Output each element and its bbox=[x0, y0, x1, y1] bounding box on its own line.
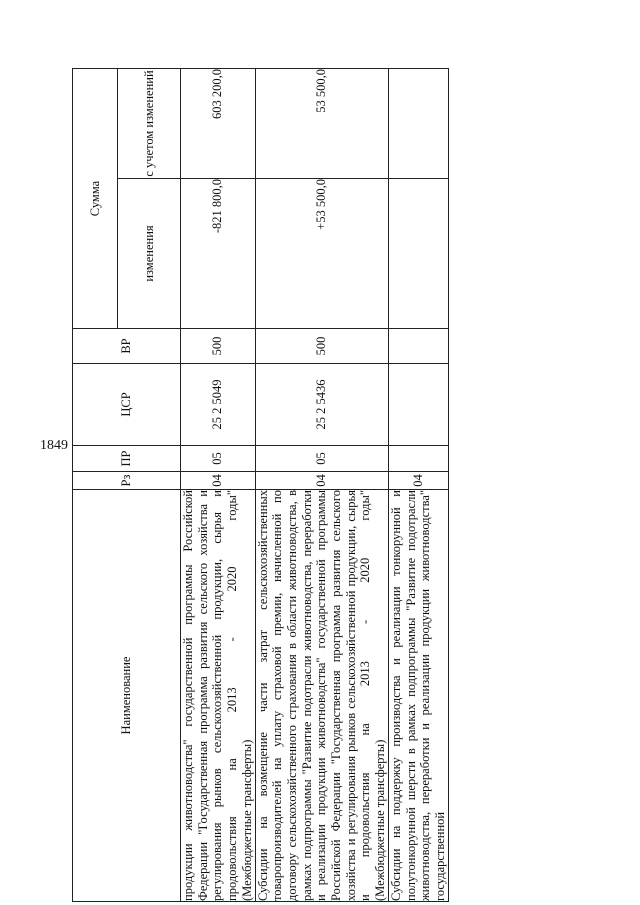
table-row bbox=[388, 69, 448, 902]
row-total bbox=[388, 69, 448, 179]
header-changes: изменения bbox=[118, 179, 181, 329]
header-rz: Рз bbox=[73, 472, 181, 490]
row-vr: 500 bbox=[181, 329, 256, 364]
header-sum: Сумма bbox=[73, 69, 118, 329]
row-csr: 25 2 5049 bbox=[181, 364, 256, 446]
header-with-changes: с учетом изменений bbox=[118, 69, 181, 179]
row-csr: 25 2 5436 bbox=[255, 364, 388, 446]
row-change bbox=[388, 179, 448, 329]
row-pr: 05 bbox=[255, 446, 388, 472]
row-name-note: (Межбюджетные трансферты) bbox=[239, 739, 254, 901]
row-rz: 04 bbox=[255, 472, 388, 490]
table-row bbox=[181, 69, 256, 902]
row-rz: 04 bbox=[181, 472, 256, 490]
header-name: Наименование bbox=[73, 490, 181, 902]
table-row bbox=[255, 69, 388, 902]
row-name-note: (Межбюджетные трансферты) bbox=[373, 739, 388, 901]
row-name bbox=[181, 490, 256, 902]
row-name-text: Субсидии на возмещение части затрат сельскохозяйственных товаропроизводителей на уплату страховой премии, начисленной по договору сельскохозяйственного страхования в области животноводства, в рамках подпрограммы "Развитие подотрасли животноводства, переработки и реализации продукции животноводства" государственной программы Российской Федерации "Государственная программа развития сельского хозяйства и регулирования рынков сельскохозяйственной продукции, сырья и продовольствия на 2013 - 2020 годы" bbox=[255, 490, 373, 901]
row-change: +53 500,0 bbox=[255, 179, 388, 329]
row-csr bbox=[388, 364, 448, 446]
row-vr: 500 bbox=[255, 329, 388, 364]
row-name bbox=[388, 490, 448, 902]
row-name-text: продукции животноводства" государственной программы Российской Федерации "Государственная программа развития сельского хозяйства и регулирования рынков сельскохозяйственной продукции, сырья и продовольствия на 2013 - 2020 годы" bbox=[181, 490, 240, 901]
row-total: 603 200,0 bbox=[181, 69, 256, 179]
page-number: 1849 bbox=[40, 438, 68, 453]
header-csr: ЦСР bbox=[73, 364, 181, 446]
row-pr: 05 bbox=[181, 446, 256, 472]
header-pr: ПР bbox=[73, 446, 181, 472]
row-rz: 04 bbox=[388, 472, 448, 490]
row-name-text: Субсидии на поддержку производства и реализации тонкорунной и полутонкорунной шерсти в рамках подпрограммы "Развитие подотрасли животноводства, переработки и реализации продукции животноводства" государственной bbox=[388, 490, 447, 901]
header-vr: ВР bbox=[73, 329, 181, 364]
row-vr bbox=[388, 329, 448, 364]
row-total: 53 500,0 bbox=[255, 69, 388, 179]
row-change: -821 800,0 bbox=[181, 179, 256, 329]
budget-table bbox=[72, 68, 449, 902]
row-name bbox=[255, 490, 388, 902]
row-pr bbox=[388, 446, 448, 472]
